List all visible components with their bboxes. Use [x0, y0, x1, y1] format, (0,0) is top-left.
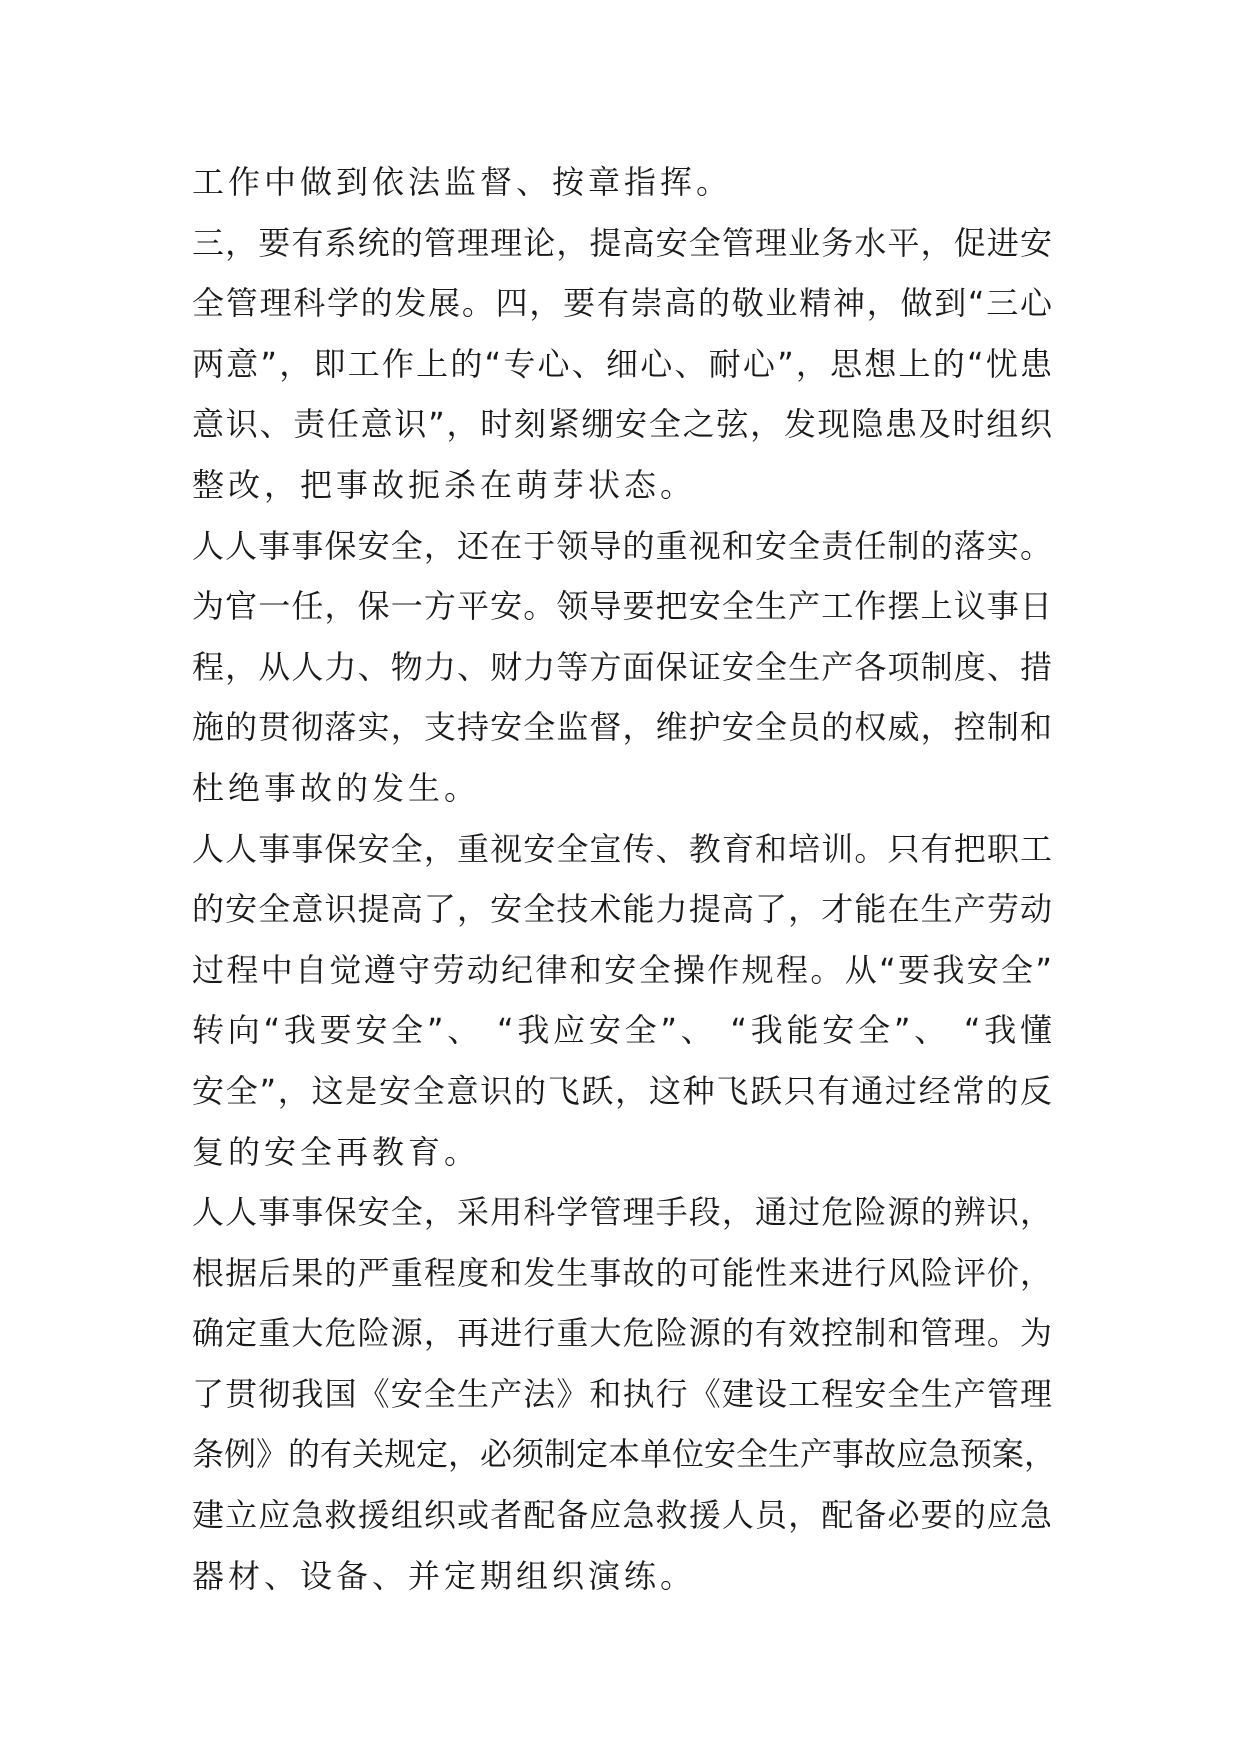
text-line: 工作中做到依法监督、按章指挥。 — [192, 163, 733, 201]
text-line: 三，要有系统的管理理论，提高安全管理业务水平，促进安 — [192, 223, 1052, 262]
text-line: 复的安全再教育。 — [192, 1132, 481, 1171]
text-line: 施的贯彻落实，支持安全监督，维护安全员的权威，控制和 — [192, 708, 1052, 747]
text-line: 杜绝事故的发生。 — [192, 768, 481, 807]
text-line: 根据后果的严重程度和发生事故的可能性来进行风险评价， — [192, 1253, 1052, 1292]
text-line: 为官一任，保一方平安。领导要把安全生产工作摆上议事日 — [192, 587, 1052, 626]
text-line: 两意”，即工作上的“专心、细心、耐心”，思想上的“忧患 — [192, 344, 1052, 383]
text-line: 确定重大危险源，再进行重大危险源的有效控制和管理。为 — [192, 1314, 1052, 1353]
text-line: 人人事事保安全，采用科学管理手段，通过危险源的辨识， — [192, 1193, 1052, 1232]
text-line: 全管理科学的发展。四，要有崇高的敬业精神，做到“三心 — [192, 284, 1052, 323]
document-body — [192, 152, 1057, 1606]
text-line: 程，从人力、物力、财力等方面保证安全生产各项制度、措 — [192, 647, 1052, 686]
text-line: 人人事事保安全，重视安全宣传、教育和培训。只有把职工 — [192, 829, 1052, 868]
text-line: 条例》的有关规定，必须制定本单位安全生产事故应急预案， — [192, 1435, 1057, 1474]
text-line: 安全”，这是安全意识的飞跃，这种飞跃只有通过经常的反 — [192, 1071, 1052, 1110]
text-line: 转向“我要安全”、 “我应安全”、 “我能安全”、 “我懂 — [192, 1011, 1052, 1050]
text-line: 整改，把事故扼杀在萌芽状态。 — [192, 465, 697, 504]
text-line: 建立应急救援组织或者配备应急救援人员，配备必要的应急 — [192, 1496, 1052, 1535]
text-line: 的安全意识提高了，安全技术能力提高了，才能在生产劳动 — [192, 890, 1052, 929]
text-line: 意识、责任意识”，时刻紧绷安全之弦，发现隐患及时组织 — [192, 405, 1052, 444]
text-line: 了贯彻我国《安全生产法》和执行《建设工程安全生产管理 — [192, 1374, 1052, 1413]
text-line: 人人事事保安全，还在于领导的重视和安全责任制的落实。 — [192, 526, 1052, 565]
text-line: 器材、设备、并定期组织演练。 — [192, 1556, 697, 1595]
text-line: 过程中自觉遵守劳动纪律和安全操作规程。从“要我安全” — [192, 950, 1052, 989]
